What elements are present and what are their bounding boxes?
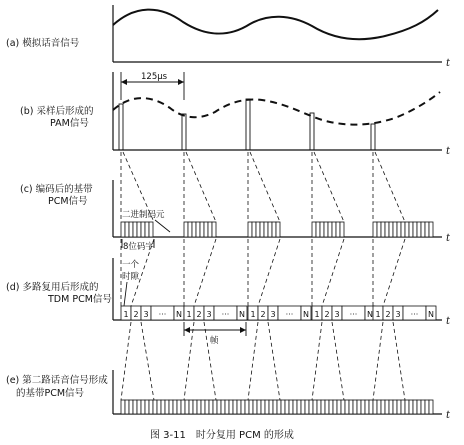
pcm-bit <box>309 400 313 414</box>
pcm-bit <box>208 222 212 237</box>
pcm-bit <box>389 222 393 237</box>
slot-label-line2: 时隙 <box>122 272 140 282</box>
pcm-bit-groups <box>121 222 433 237</box>
tdm-slot-label: 1 <box>314 310 320 319</box>
pcm-bit <box>361 400 365 414</box>
pcm-bit <box>245 400 249 414</box>
pcm-bit <box>181 400 185 414</box>
pcm-bit <box>269 400 273 414</box>
pcm-bit <box>336 222 340 237</box>
pcm-bit <box>272 222 276 237</box>
tdm-slot-label: 2 <box>385 310 391 319</box>
axis-c-t: t <box>446 233 451 244</box>
axis-b-t: t <box>446 146 451 157</box>
pcm-bit <box>429 222 433 237</box>
tdm-slot-label: 1 <box>250 310 256 319</box>
label-c-line2: PCM信号 <box>48 196 88 207</box>
pcm-bit <box>153 400 157 414</box>
slot-pointer <box>124 282 127 306</box>
frame-label: 帧 <box>210 336 219 346</box>
pcm-bit <box>217 400 221 414</box>
pcm-bit <box>313 400 317 414</box>
pcm-bit <box>173 400 177 414</box>
pcm-bit <box>328 222 332 237</box>
period-label: 125μs <box>141 72 168 82</box>
pcm-bit <box>417 222 421 237</box>
pcm-bit <box>337 400 341 414</box>
pcm-bit <box>357 400 361 414</box>
pcm-second-channel-bits <box>121 400 433 414</box>
pcm-bit <box>385 222 389 237</box>
pam-pulse-4 <box>310 113 314 150</box>
pcm-bit <box>192 222 196 237</box>
pcm-bit <box>385 400 389 414</box>
pcm-bit <box>221 400 225 414</box>
pcm-bit <box>289 400 293 414</box>
pcm-bit <box>417 400 421 414</box>
pcm-bit <box>316 222 320 237</box>
label-d-line1: (d) 多路复用后形成的 <box>6 282 99 293</box>
pcm-bit <box>264 222 268 237</box>
tdm-slot-label: ··· <box>349 310 358 319</box>
label-c-line1: (c) 编码后的基带 <box>20 184 93 195</box>
pcm-bit <box>413 222 417 237</box>
pcm-bit <box>129 222 133 237</box>
pcm-bit <box>317 400 321 414</box>
pcm-bit <box>340 222 344 237</box>
tdm-slot-label: ··· <box>221 310 230 319</box>
pcm-bit <box>349 400 353 414</box>
tdm-slots <box>121 306 436 320</box>
pcm-bit <box>161 400 165 414</box>
pcm-bit <box>121 222 125 237</box>
pcm-bit <box>145 222 149 237</box>
tdm-slot-label: 3 <box>143 310 149 319</box>
pcm-bit <box>193 400 197 414</box>
figure-caption: 图 3-11 时分复用 PCM 的形成 <box>150 430 294 441</box>
pcm-bit <box>401 400 405 414</box>
pcm-bit <box>137 400 141 414</box>
pcm-bit <box>397 222 401 237</box>
label-e-line1: (e) 第二路话音信号形成 <box>6 375 108 386</box>
label-d-line2: TDM PCM信号 <box>48 294 112 305</box>
pcm-bit <box>281 400 285 414</box>
pcm-bit <box>401 222 405 237</box>
pcm-bit <box>141 222 145 237</box>
pcm-bit <box>129 400 133 414</box>
pcm-bit <box>196 222 200 237</box>
pcm-bit <box>185 400 189 414</box>
pcm-bit <box>205 400 209 414</box>
label-b-line1: (b) 采样后形成的 <box>20 106 94 117</box>
pcm-bit <box>393 400 397 414</box>
pcm-bit <box>421 222 425 237</box>
pcm-bit <box>305 400 309 414</box>
pcm-bit <box>345 400 349 414</box>
pcm-bit <box>377 222 381 237</box>
pcm-bit <box>409 400 413 414</box>
pcm-bit <box>204 222 208 237</box>
pcm-bit <box>333 400 337 414</box>
binary-symbol-pointer <box>155 220 170 232</box>
pcm-bit <box>145 400 149 414</box>
pcm-bit <box>353 400 357 414</box>
tdm-slot-label: 2 <box>260 310 266 319</box>
pcm-bit <box>261 400 265 414</box>
pcm-bit <box>297 400 301 414</box>
pam-pulse-2 <box>182 114 186 150</box>
pcm-bit <box>429 400 433 414</box>
pcm-bit <box>320 222 324 237</box>
tdm-slot-label: ··· <box>158 310 167 319</box>
pcm-bit <box>268 222 272 237</box>
pcm-bit <box>121 400 125 414</box>
tdm-slot-label: N <box>176 310 182 319</box>
pcm-bit <box>285 400 289 414</box>
pcm-bit <box>413 400 417 414</box>
axis-e-t: t <box>446 410 451 421</box>
pcm-bit <box>252 222 256 237</box>
pcm-bit <box>273 400 277 414</box>
pcm-bit <box>189 400 193 414</box>
pam-pulse-1 <box>119 104 123 150</box>
pcm-bit <box>425 400 429 414</box>
pcm-bit <box>213 400 217 414</box>
pcm-bit <box>324 222 328 237</box>
pcm-bit <box>184 222 188 237</box>
pcm-bit <box>425 222 429 237</box>
label-e-line2: 的基带PCM信号 <box>16 388 85 399</box>
pcm-bit <box>149 222 153 237</box>
pcm-bit <box>256 222 260 237</box>
label-b-line2: PAM信号 <box>50 118 89 129</box>
pcm-bit <box>212 222 216 237</box>
pcm-bit <box>241 400 245 414</box>
pcm-bit <box>237 400 241 414</box>
pcm-bit <box>157 400 161 414</box>
pam-pulse-3 <box>246 99 250 150</box>
pcm-bit <box>253 400 257 414</box>
pcm-bit <box>369 400 373 414</box>
pcm-bit <box>332 222 336 237</box>
pcm-bit <box>277 400 281 414</box>
pcm-bit <box>265 400 269 414</box>
pcm-bit <box>165 400 169 414</box>
pcm-bit <box>125 222 129 237</box>
binary-symbol-label: 二进制码元 <box>122 210 165 220</box>
label-a: (a) 模拟话音信号 <box>6 38 80 49</box>
tdm-slot-label: N <box>303 310 309 319</box>
pcm-bit <box>260 222 264 237</box>
pcm-bit <box>329 400 333 414</box>
pcm-bit <box>405 400 409 414</box>
tdm-slot-label: ··· <box>285 310 294 319</box>
pcm-bit <box>169 400 173 414</box>
axis-d-t: t <box>446 316 451 327</box>
tdm-slot-label: N <box>428 310 434 319</box>
pcm-bit <box>248 222 252 237</box>
pcm-bit <box>141 400 145 414</box>
tdm-slot-label: N <box>367 310 373 319</box>
pcm-bit <box>293 400 297 414</box>
pcm-bit <box>201 400 205 414</box>
pcm-bit <box>257 400 261 414</box>
pcm-bit <box>137 222 141 237</box>
pcm-bit <box>200 222 204 237</box>
pcm-bit <box>377 400 381 414</box>
word-8bit-label: 8位码字 <box>123 242 154 252</box>
tdm-slot-label: 1 <box>186 310 192 319</box>
pcm-bit <box>381 222 385 237</box>
pcm-bit <box>312 222 316 237</box>
pcm-bit <box>405 222 409 237</box>
pcm-bit <box>365 400 369 414</box>
pcm-bit <box>149 400 153 414</box>
pcm-bit <box>233 400 237 414</box>
pcm-bit <box>341 400 345 414</box>
tdm-slot-label: 3 <box>334 310 340 319</box>
tdm-slot-label: ··· <box>410 310 419 319</box>
pcm-bit <box>373 222 377 237</box>
pcm-bit <box>188 222 192 237</box>
tdm-slot-label: 3 <box>206 310 212 319</box>
tdm-slot-label: 3 <box>395 310 401 319</box>
tdm-slot-label: 1 <box>375 310 381 319</box>
pcm-bit <box>197 400 201 414</box>
tdm-slot-label: 2 <box>133 310 139 319</box>
pcm-bit <box>397 400 401 414</box>
pcm-bit <box>373 400 377 414</box>
pcm-bit <box>393 222 397 237</box>
tdm-slot-label: N <box>239 310 245 319</box>
pcm-bit <box>421 400 425 414</box>
tdm-slot-label: 2 <box>324 310 330 319</box>
pcm-bit <box>229 400 233 414</box>
pam-envelope <box>113 92 440 125</box>
pam-pulse-5 <box>371 124 375 150</box>
tdm-slot-label: 1 <box>123 310 129 319</box>
pcm-bit <box>249 400 253 414</box>
pcm-bit <box>325 400 329 414</box>
pcm-bit <box>209 400 213 414</box>
pcm-bit <box>177 400 181 414</box>
axis-a-t: t <box>446 58 451 69</box>
pcm-bit <box>389 400 393 414</box>
pcm-bit <box>381 400 385 414</box>
pcm-bit <box>301 400 305 414</box>
pcm-bit <box>276 222 280 237</box>
pcm-bit <box>321 400 325 414</box>
analog-wave <box>113 10 438 40</box>
pcm-bit <box>125 400 129 414</box>
pcm-bit <box>133 222 137 237</box>
pcm-bit <box>225 400 229 414</box>
tdm-slot-label: 3 <box>270 310 276 319</box>
dashed-connectors <box>121 152 405 400</box>
pcm-bit <box>133 400 137 414</box>
tdm-slot-label: 2 <box>196 310 202 319</box>
pcm-bit <box>409 222 413 237</box>
slot-label-line1: 一个 <box>122 260 140 270</box>
